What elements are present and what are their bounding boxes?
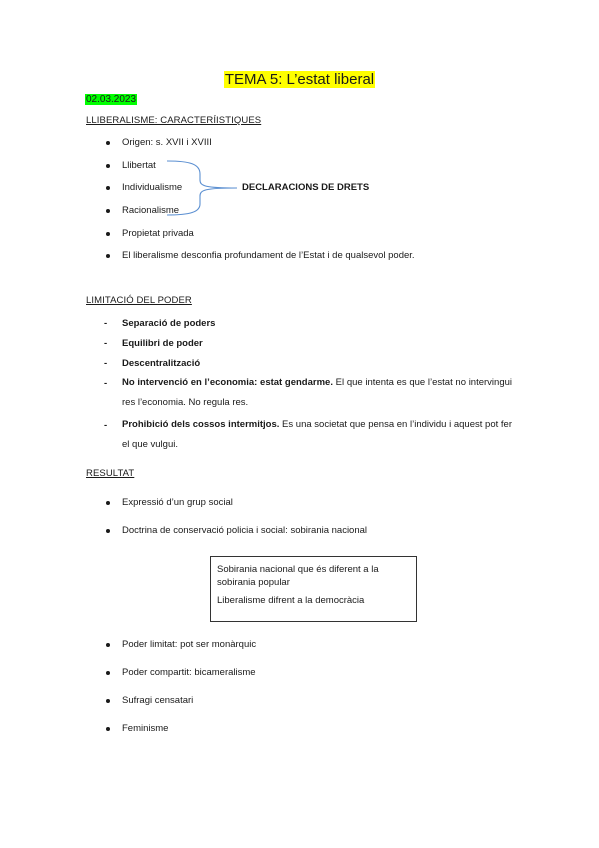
list-item: Llibertat	[122, 160, 156, 171]
list-item: Propietat privada	[122, 228, 194, 239]
list-item: Individualisme	[122, 182, 183, 193]
section-heading-limitacio: LIMITACIÓ DEL PODER	[86, 295, 192, 306]
list-item: Poder compartit: bicameralisme	[122, 667, 256, 678]
bullet-icon	[106, 186, 110, 190]
bullet-icon	[106, 209, 110, 213]
list-item-paragraph: Prohibició dels cossos intermitjos. Es una societat que pensa en l’individu i aquest pot fer el que vulgui.	[122, 419, 512, 450]
list-item: Expressió d’un grup social	[122, 497, 233, 508]
brace-icon	[165, 158, 245, 218]
bullet-icon	[106, 671, 110, 675]
list-item: Poder limitat: pot ser monàrquic	[122, 639, 257, 650]
bullet-icon	[106, 643, 110, 647]
list-item: Racionalisme	[122, 205, 180, 216]
bullet-icon	[106, 141, 110, 145]
bullet-icon	[106, 699, 110, 703]
list-item: Feminisme	[122, 723, 169, 734]
bullet-icon	[106, 727, 110, 731]
section-heading-liberalisme: LLIBERALISME: CARACTERÍISTIQUES	[86, 115, 262, 126]
list-item: Descentralització	[122, 358, 201, 369]
bullet-icon	[106, 254, 110, 258]
dash-icon: -	[104, 318, 108, 329]
list-item: Sufragi censatari	[122, 695, 194, 706]
bullet-icon	[106, 232, 110, 236]
date-label: 02.03.2023	[86, 94, 137, 105]
bullet-icon	[106, 164, 110, 168]
dash-icon: -	[104, 338, 108, 349]
section-heading-resultat: RESULTAT	[86, 468, 135, 479]
list-item: Equilibri de poder	[122, 338, 203, 349]
list-item: Doctrina de conservació policia i social: sobirania nacional	[122, 525, 368, 536]
bracket-label: DECLARACIONS DE DRETS	[242, 182, 370, 193]
bullet-icon	[106, 501, 110, 505]
dash-icon: -	[104, 358, 108, 369]
page-title: TEMA 5: L’estat liberal	[224, 71, 375, 88]
list-item: El liberalisme desconfia profundament de l’Estat i de qualsevol poder.	[122, 250, 415, 261]
list-item: Separació de poders	[122, 318, 216, 329]
note-text: Sobirania nacional que és diferent a la sobirania popular	[217, 564, 379, 588]
note-box	[210, 556, 417, 622]
dash-icon: -	[104, 420, 108, 431]
note-text: Liberalisme difrent a la democràcia	[217, 595, 365, 606]
list-item-paragraph: No intervenció en l’economia: estat gendarme. El que intenta es que l’estat no intervingui res l’economia. No regula res.	[122, 377, 512, 408]
dash-icon: -	[104, 378, 108, 389]
list-item: Origen: s. XVII i XVIII	[122, 137, 212, 148]
bullet-icon	[106, 529, 110, 533]
